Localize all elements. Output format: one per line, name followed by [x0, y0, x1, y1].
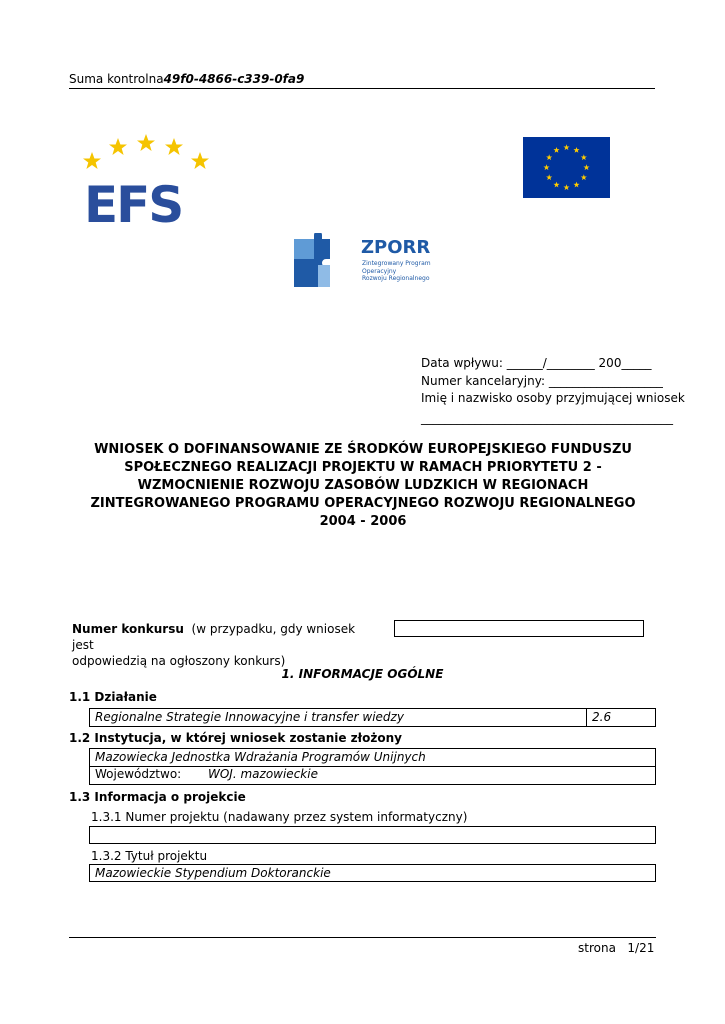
- title-line: SPOŁECZNEGO REALIZACJI PROJEKTU W RAMACH PRIORYTETU 2 -: [124, 460, 602, 475]
- project-number-field[interactable]: [89, 826, 656, 844]
- voivodeship-field[interactable]: [89, 766, 656, 785]
- zporr-logo: [291, 233, 441, 295]
- page-label: strona: [578, 941, 616, 955]
- contest-number-field[interactable]: [394, 620, 644, 637]
- intake-person: Imię i nazwisko osoby przyjmującej wniosek: [421, 391, 685, 405]
- action-value: Regionalne Strategie Innowacyjne i transfer wiedzy: [95, 710, 404, 724]
- contest-label-note: odpowiedzią na ogłoszony konkurs): [72, 654, 286, 668]
- project-heading: 1.3 Informacja o projekcie: [69, 790, 246, 804]
- title-line: ZINTEGROWANEGO PROGRAMU OPERACYJNEGO ROZWOJU REGIONALNEGO: [90, 496, 636, 511]
- voivodeship-value: WOJ. mazowieckie: [208, 767, 318, 781]
- eu-flag: [523, 137, 610, 198]
- intake-registry: Numer kancelaryjny: ___________________: [421, 374, 663, 388]
- contest-label: [72, 621, 372, 669]
- intake-date: Data wpływu: ______/________ 200_____: [421, 356, 652, 370]
- section-title: 1. INFORMACJE OGÓLNE: [281, 667, 444, 681]
- page-number: [578, 941, 654, 955]
- eu-flag-graphic: [523, 137, 610, 198]
- title-line: 2004 - 2006: [319, 514, 407, 529]
- title-line: WNIOSEK O DOFINANSOWANIE ZE ŚRODKÓW EUROPEJSKIEGO FUNDUSZU: [94, 442, 632, 457]
- zporr-subtitle-line: Zintegrowany Program: [362, 260, 431, 267]
- institution-heading: 1.2 Instytucja, w której wniosek zostanie złożony: [69, 731, 402, 745]
- star-icon: [137, 134, 155, 151]
- action-field[interactable]: [89, 708, 587, 727]
- efs-text: EFS: [84, 176, 183, 227]
- footer-divider: [69, 937, 656, 938]
- project-title-field[interactable]: [89, 864, 656, 882]
- institution-value: Mazowiecka Jednostka Wdrażania Programów Unijnych: [95, 750, 426, 764]
- zporr-title: ZPORR: [361, 237, 431, 258]
- zporr-subtitle: [362, 260, 431, 283]
- efs-logo-graphic: [80, 132, 215, 227]
- project-number-label: 1.3.1 Numer projektu (nadawany przez system informatyczny): [91, 810, 468, 824]
- star-icon: [109, 138, 127, 155]
- voivodeship-label: Województwo:: [95, 767, 182, 781]
- project-title-label: 1.3.2 Tytuł projektu: [91, 849, 208, 863]
- zporr-subtitle-line: Rozwoju Regionalnego: [362, 275, 430, 282]
- action-code-field[interactable]: [586, 708, 656, 727]
- action-heading: 1.1 Działanie: [69, 690, 157, 704]
- institution-field[interactable]: [89, 748, 656, 767]
- checksum-row: [69, 72, 655, 89]
- intake-signature-line: __________________________________________: [421, 411, 673, 425]
- zporr-subtitle-line: Operacyjny: [362, 267, 397, 275]
- star-icon: [191, 152, 209, 169]
- star-icon: [83, 152, 101, 169]
- efs-logo: [80, 132, 215, 227]
- checksum-value: 49f0-4866-c339-0fa9: [163, 72, 305, 86]
- action-code-value: 2.6: [592, 710, 612, 724]
- page-value: 1/21: [627, 941, 655, 955]
- project-title-value: Mazowieckie Stypendium Doktoranckie: [95, 866, 331, 880]
- contest-label-bold: Numer konkursu: [72, 622, 184, 636]
- checksum-label: Suma kontrolna: [69, 72, 164, 86]
- contest-label-note: (w przypadku, gdy wniosek jest: [72, 622, 356, 652]
- page-title: [60, 441, 666, 531]
- title-line: WZMOCNIENIE ROZWOJU ZASOBÓW LUDZKICH W REGIONACH: [137, 478, 589, 493]
- star-icon: [165, 138, 183, 155]
